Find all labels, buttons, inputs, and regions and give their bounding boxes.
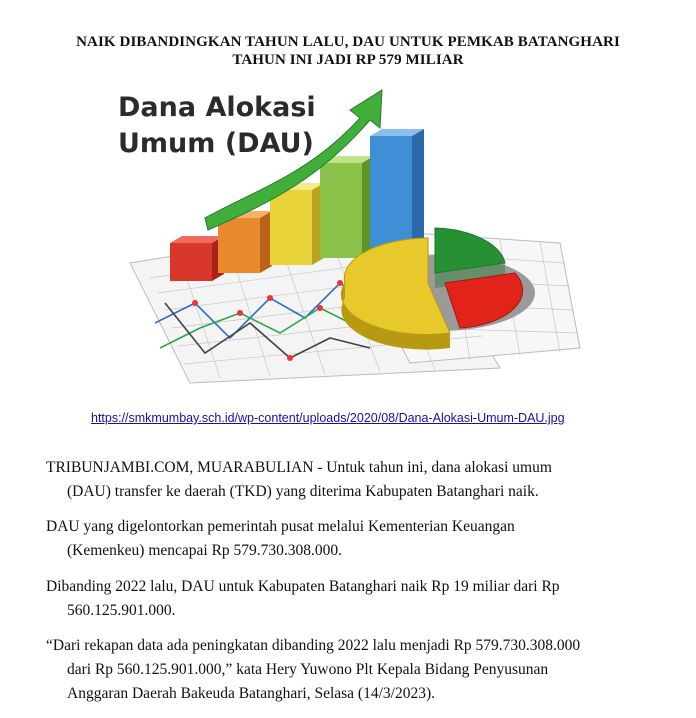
paragraph-1 — [46, 456, 652, 504]
paragraph-2 — [46, 515, 652, 563]
headline-line-2: TAHUN INI JADI RP 579 MILIAR — [232, 52, 464, 68]
illustration-title-line-2: Umum (DAU) — [118, 128, 314, 159]
paragraph-3 — [46, 575, 652, 623]
illustration-title — [118, 92, 316, 159]
illustration-title-line-1: Dana Alokasi — [118, 92, 316, 123]
source-link[interactable]: https://smkmumbay.sch.id/wp-content/uploads/2020/08/Dana-Alokasi-Umum-DAU.jpg — [91, 411, 565, 425]
paragraph-4-continuation: dari Rp 560.125.901.000,” kata Hery Yuwono Plt Kepala Bidang Penyusunan — [67, 661, 549, 678]
bar-red — [170, 236, 224, 281]
paragraph-4 — [46, 634, 652, 706]
paragraph-2-continuation: (Kemenkeu) mencapai Rp 579.730.308.000. — [67, 542, 343, 559]
paragraph-1-line-1: TRIBUNJAMBI.COM, MUARABULIAN - Untuk tahun ini, dana alokasi umum — [46, 459, 552, 476]
bar-green — [320, 156, 374, 258]
paragraph-4-line-1: “Dari rekapan data ada peningkatan dibanding 2022 lalu menjadi Rp 579.730.308.000 — [46, 637, 581, 654]
dau-illustration — [110, 78, 590, 388]
paragraph-3-line-1: Dibanding 2022 lalu, DAU untuk Kabupaten Batanghari naik Rp 19 miliar dari Rp — [46, 578, 560, 595]
paragraph-1-continuation: (DAU) transfer ke daerah (TKD) yang diterima Kabupaten Batanghari naik. — [67, 483, 539, 500]
paragraph-2-line-1: DAU yang digelontorkan pemerintah pusat melalui Kementerian Keuangan — [46, 518, 515, 535]
headline-line-1: NAIK DIBANDINGKAN TAHUN LALU, DAU UNTUK PEMKAB BATANGHARI — [76, 34, 620, 50]
paragraph-4-continuation-2: Anggaran Daerah Bakeuda Batanghari, Selasa (14/3/2023). — [67, 685, 435, 702]
headline — [40, 33, 656, 69]
paragraph-3-continuation: 560.125.901.000. — [67, 602, 176, 619]
bar-blue — [370, 129, 424, 251]
